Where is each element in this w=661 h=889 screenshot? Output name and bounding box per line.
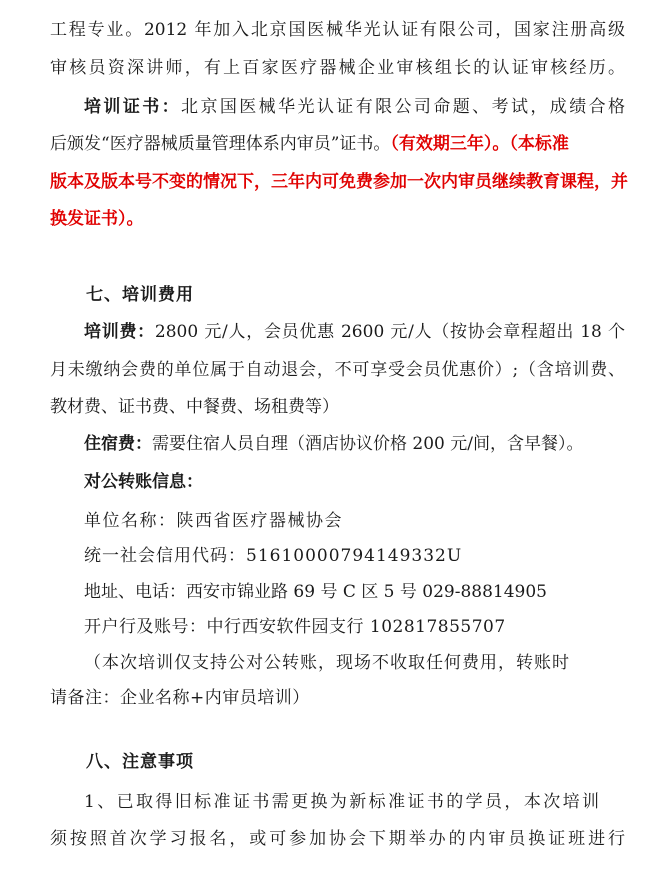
fee-text: 2800 元/人，会员优惠 2600 元/人（按协会章程超出 18 个 bbox=[154, 322, 626, 342]
bank-account: 开户行及账号：中行西安软件园支行 102817855707 bbox=[84, 617, 506, 637]
certificate-line-1 bbox=[84, 95, 625, 119]
notice-item-1-cont: 须按照首次学习报名，或可参加协会下期举办的内审员换证班进行 bbox=[50, 829, 625, 849]
fee-line-3: 教材费、证书费、中餐费、场租费等） bbox=[50, 397, 339, 417]
transfer-note: 请备注：企业名称+内审员培训） bbox=[50, 688, 310, 708]
lodging-label: 住宿费： bbox=[84, 434, 152, 454]
fee-line-2: 月未缴纳会费的单位属于自动退会，不可享受会员优惠价）;（含培训费、 bbox=[50, 360, 625, 380]
transfer-info-label: 对公转账信息： bbox=[84, 472, 203, 492]
certificate-renewal-note: 版本及版本号不变的情况下，三年内可免费参加一次内审员继续教育课程，并 bbox=[50, 172, 628, 192]
fee-line-1 bbox=[84, 320, 625, 344]
address-phone: 地址、电话：西安市锦业路 69 号 C 区 5 号 029-88814905 bbox=[84, 582, 548, 602]
certificate-renewal-note: 换发证书）。 bbox=[50, 209, 144, 229]
certificate-line-2 bbox=[50, 132, 625, 156]
account-unit-name: 单位名称：陕西省医疗器械协会 bbox=[84, 511, 343, 531]
paragraph-line: 审核员资深讲师，有上百家医疗器械企业审核组长的认证审核经历。 bbox=[50, 58, 625, 78]
section-7-heading: 七、培训费用 bbox=[86, 285, 194, 305]
fee-label: 培训费： bbox=[84, 322, 155, 342]
section-8-heading: 八、注意事项 bbox=[86, 752, 194, 772]
certificate-text: 后颁发“医疗器械质量管理体系内审员”证书。 bbox=[50, 134, 391, 154]
transfer-note: （本次培训仅支持公对公转账，现场不收取任何费用，转账时 bbox=[84, 653, 570, 673]
certificate-validity-note: （有效期三年）。（本标准 bbox=[390, 134, 569, 154]
credit-code: 统一社会信用代码：51610000794149332U bbox=[84, 546, 463, 566]
paragraph-line: 工程专业。2012 年加入北京国医械华光认证有限公司，国家注册高级 bbox=[50, 20, 625, 40]
certificate-text: 北京国医械华光认证有限公司命题、考试，成绩合格 bbox=[181, 97, 626, 117]
certificate-label: 培训证书： bbox=[84, 97, 182, 117]
lodging-text: 需要住宿人员自理（酒店协议价格 200 元/间，含早餐）。 bbox=[152, 434, 584, 454]
notice-item-1: 1、已取得旧标准证书需更换为新标准证书的学员，本次培训 bbox=[84, 792, 599, 812]
lodging-line bbox=[84, 432, 659, 456]
